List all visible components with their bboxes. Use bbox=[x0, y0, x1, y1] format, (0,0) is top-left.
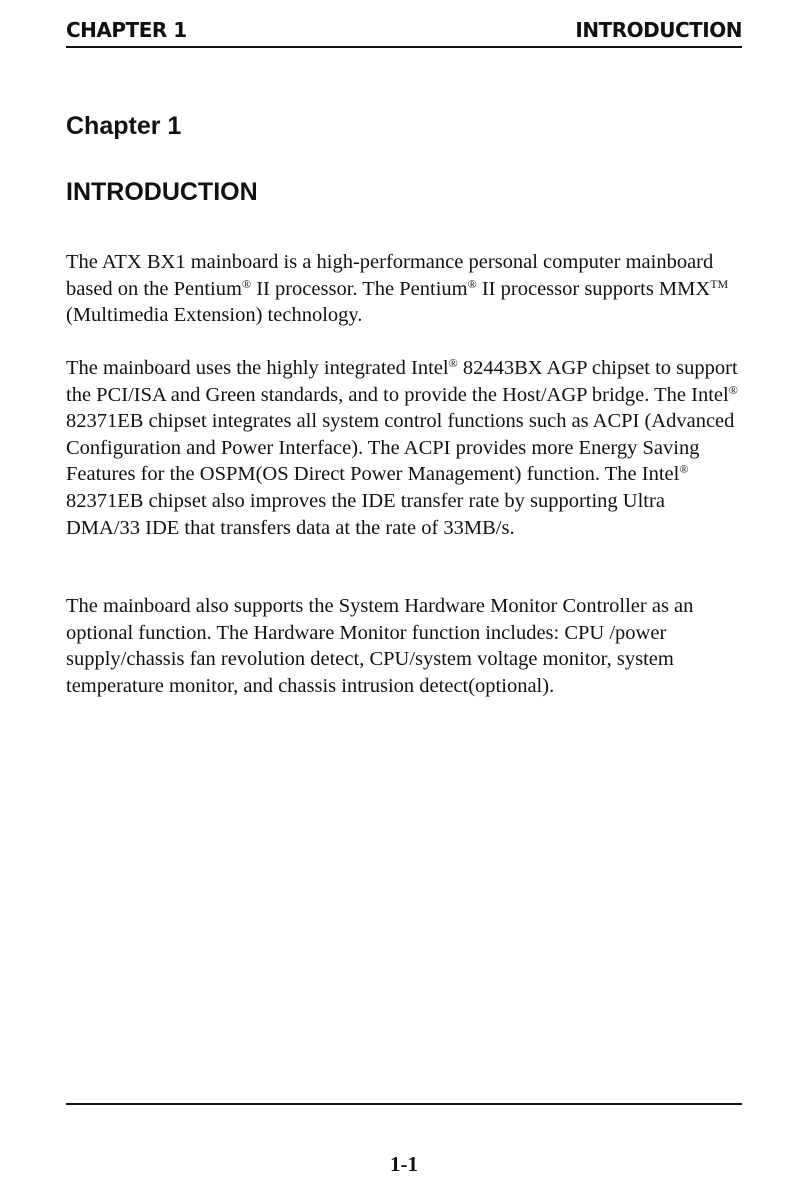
registered-mark: ® bbox=[467, 276, 477, 291]
footer-divider bbox=[66, 1103, 742, 1105]
page-number: 1-1 bbox=[390, 1152, 418, 1176]
paragraph-text: The mainboard uses the highly integrated Intel bbox=[66, 357, 449, 379]
running-header bbox=[66, 16, 742, 48]
header-chapter-label: CHAPTER 1 bbox=[66, 18, 187, 42]
paragraph-overview bbox=[66, 249, 742, 329]
paragraph-chipset bbox=[66, 355, 742, 541]
registered-mark: ® bbox=[448, 356, 458, 370]
paragraph-text: The ATX BX1 mainboard is a high-performance personal computer mainboard based on the Pentium bbox=[66, 251, 714, 300]
paragraph-text: The mainboard also supports the System Hardware Monitor Controller as an optional function. The Hardware Monitor function includes: CPU /power supply/chassis fan revolution detect, CPU/system voltage monitor, system temperature monitor, and chassis intrusion detect(optional). bbox=[66, 595, 694, 697]
chapter-label: Chapter 1 bbox=[66, 112, 182, 140]
trademark-mark: TM bbox=[710, 276, 729, 291]
paragraph-hardware-monitor bbox=[66, 593, 742, 699]
paragraph-text: II processor. The Pentium bbox=[251, 277, 468, 300]
chapter-title: INTRODUCTION bbox=[66, 178, 258, 206]
paragraph-text: (Multimedia Extension) technology. bbox=[66, 304, 363, 327]
paragraph-text: 82371EB chipset integrates all system control functions such as ACPI (Advanced Configuration and Power Interface). The ACPI provides more Energy Saving Features for the OSPM(OS Direct Power Management) function. The Intel bbox=[66, 410, 735, 486]
header-section-title: INTRODUCTION bbox=[575, 18, 742, 42]
paragraph-text: 82443BX AGP chipset to support the PCI/ISA and Green standards, and to provide the Host/AGP bridge. The Intel bbox=[66, 357, 738, 406]
paragraph-text: II processor supports MMX bbox=[476, 277, 711, 300]
registered-mark: ® bbox=[679, 462, 689, 477]
registered-mark: ® bbox=[241, 276, 252, 291]
paragraph-text: 82371EB chipset also improves the IDE transfer rate by supporting Ultra DMA/33 IDE that transfers data at the rate of 33MB/s. bbox=[66, 489, 665, 539]
registered-mark: ® bbox=[728, 382, 738, 397]
